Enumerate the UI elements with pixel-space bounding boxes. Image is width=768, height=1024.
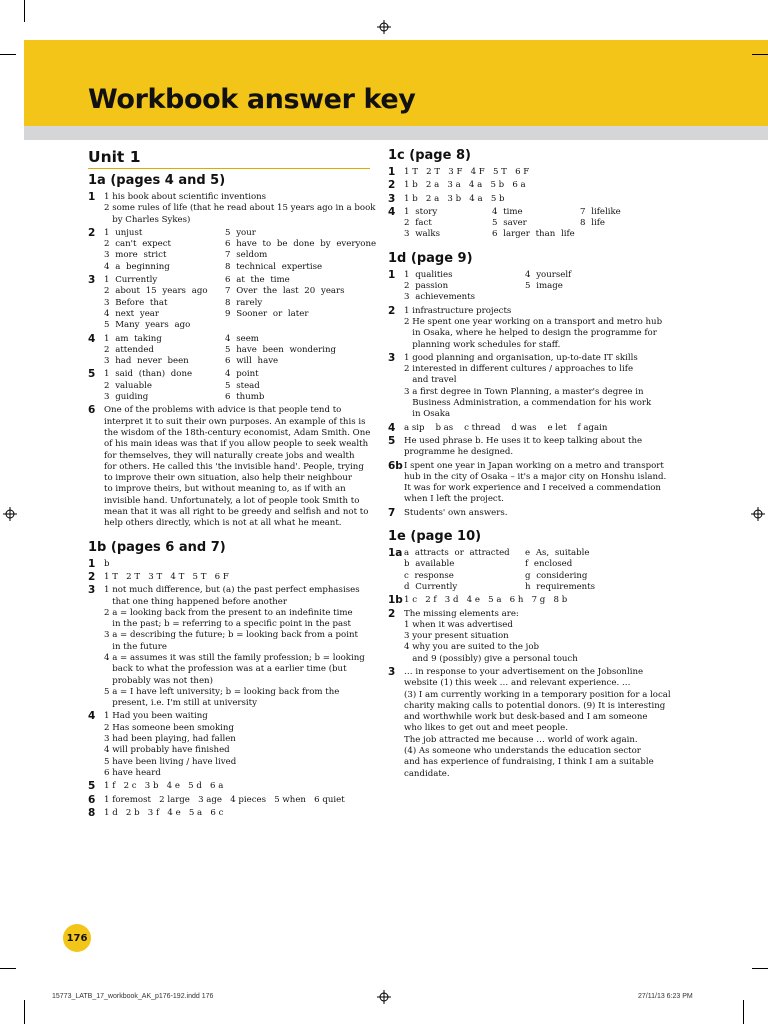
- answer-line: 6 have heard: [104, 767, 161, 778]
- exercise-answers: [104, 192, 375, 226]
- answer-line: to improve theirs, but without meaning to, as if with an: [104, 484, 346, 495]
- answer-line: website (1) this week … and relevant experience. …: [404, 678, 631, 689]
- answer-cell: 6 thumb: [225, 392, 265, 403]
- exercise: [388, 270, 668, 304]
- answer-cell: 5 Many years ago: [104, 320, 191, 331]
- answer-cell: 2 attended: [104, 344, 154, 355]
- exercise: [88, 572, 370, 583]
- answer-cell: [580, 229, 668, 240]
- answer-section: [388, 251, 668, 519]
- exercise-answers: [104, 585, 370, 709]
- exercise-answers: [404, 436, 668, 459]
- exercise-number: 4: [388, 205, 396, 218]
- answer-line: 1 foremost 2 large 3 age 4 pieces 5 when 6 quiet: [104, 794, 345, 805]
- answer-line: programme he designed.: [404, 447, 514, 458]
- answer-line: 3 your present situation: [404, 631, 509, 642]
- answer-line: 2 He spent one year working on a transport and metro hub: [404, 316, 663, 327]
- answer-line: by Charles Sykes): [104, 214, 191, 225]
- answer-cell: 1 qualities: [404, 269, 453, 280]
- answer-grid: [104, 334, 370, 368]
- answer-cell: 6 will have: [225, 356, 279, 367]
- exercise-answers: [104, 228, 376, 273]
- answer-line: 1 his book about scientific inventions: [104, 192, 267, 202]
- answer-line: It was for work experience and I received a commendation: [404, 483, 661, 494]
- answer-cell: 5 stead: [225, 380, 260, 391]
- exercise-number: 1: [388, 268, 396, 281]
- answer-line: 1 Had you been waiting: [104, 711, 208, 722]
- section-heading: 1b (pages 6 and 7): [88, 539, 226, 555]
- answer-line: candidate.: [404, 768, 450, 779]
- crop-mark: [752, 968, 768, 969]
- answer-cell: 3 more strict: [104, 250, 167, 261]
- answer-cell: 8 rarely: [225, 297, 263, 308]
- exercise: [88, 711, 370, 779]
- answer-line: 2 some rules of life (that he read about 15 years ago in a book: [104, 203, 376, 214]
- answer-grid: [404, 270, 668, 304]
- exercise-answers: [404, 609, 668, 665]
- exercise-answers: [404, 180, 668, 191]
- answer-cell: 7 seldom: [225, 250, 268, 261]
- exercise-answers: [104, 572, 370, 583]
- right-column: [388, 148, 671, 782]
- answer-line: He used phrase b. He uses it to keep talking about the: [404, 435, 643, 446]
- answer-line: 4 why you are suited to the job: [404, 642, 539, 653]
- answer-cell: 5 have been wondering: [225, 344, 337, 355]
- exercise: [388, 194, 668, 205]
- exercise-answers: [104, 334, 370, 368]
- answer-line: in the future: [104, 641, 167, 652]
- answer-line: for themselves, they will naturally create jobs and wealth: [104, 450, 355, 461]
- answer-cell: 6 larger than life: [492, 229, 575, 240]
- exercise: [88, 191, 376, 226]
- answer-line: present, i.e. I'm still at university: [104, 698, 257, 709]
- exercise-number: 8: [88, 806, 96, 819]
- exercise: [88, 808, 370, 819]
- answer-cell: 4 seem: [225, 333, 259, 344]
- exercise-number: 5: [388, 434, 396, 447]
- answer-line: 3 had been playing, had fallen: [104, 734, 236, 745]
- exercise: [388, 609, 668, 665]
- exercise: [388, 423, 668, 434]
- answer-line: 1 T 2 T 3 T 4 T 5 T 6 F: [104, 571, 229, 582]
- exercise-number: 2: [388, 607, 396, 620]
- answer-section: [388, 148, 668, 241]
- exercise-answers: [104, 808, 370, 819]
- answer-line: of his main ideas was that if you allow people to seek wealth: [104, 439, 369, 450]
- footer-file: 15773_LATB_17_workbook_AK_p176-192.indd 176: [52, 993, 214, 1000]
- crop-mark: [0, 968, 16, 969]
- answer-cell: 8 technical expertise: [225, 261, 323, 272]
- answer-line: 2 interested in different cultures / approaches to life: [404, 364, 634, 375]
- exercise-answers: [104, 405, 370, 529]
- section-heading: 1e (page 10): [388, 529, 482, 545]
- answer-line: 1 good planning and organisation, up-to-date IT skills: [404, 352, 638, 363]
- answer-cell: a attracts or attracted: [404, 548, 510, 559]
- answer-line: (3) I am currently working in a temporary position for a local: [404, 689, 671, 700]
- answer-line: for others. He called this 'the invisible hand'. People, trying: [104, 461, 364, 472]
- section-heading: 1d (page 9): [388, 250, 473, 266]
- answer-cell: 6 at the time: [225, 275, 290, 286]
- answer-line: 1 infrastructure projects: [404, 305, 512, 316]
- answer-line: I spent one year in Japan working on a metro and transport: [404, 460, 664, 471]
- exercise: [88, 559, 370, 570]
- registration-mark-icon: [377, 990, 391, 1004]
- answer-line: and travel: [404, 375, 457, 386]
- answer-cell: 7 Over the last 20 years: [225, 286, 345, 297]
- answer-cell: h requirements: [525, 581, 596, 592]
- exercise-answers: [404, 667, 671, 780]
- answer-line: 1 b 2 a 3 a 4 a 5 b 6 a: [404, 180, 526, 191]
- answer-line: Students' own answers.: [404, 507, 508, 518]
- exercise-answers: [404, 508, 668, 519]
- page-number-badge: 176: [63, 924, 91, 952]
- exercise: [88, 585, 370, 709]
- exercise-number: 1a: [388, 547, 403, 560]
- answer-line: and has experience of fundraising, I think I am a suitable: [404, 757, 654, 768]
- answer-line: 1 not much difference, but (a) the past perfect emphasises: [104, 585, 360, 596]
- exercise-answers: [404, 194, 668, 205]
- answer-cell: 2 about 15 years ago: [104, 286, 208, 297]
- answer-line: 5 have been living / have lived: [104, 756, 237, 767]
- exercise-answers: [104, 275, 370, 331]
- exercise-answers: [404, 353, 668, 421]
- answer-cell: 3 guiding: [104, 392, 149, 403]
- answer-line: 2 Has someone been smoking: [104, 722, 234, 733]
- registration-mark-icon: [377, 20, 391, 34]
- answer-line: 1 b 2 a 3 b 4 a 5 b: [404, 193, 505, 204]
- answer-cell: 4 time: [492, 206, 523, 217]
- exercise-answers: [404, 270, 668, 304]
- answer-line: b: [104, 558, 110, 569]
- answer-line: 1 T 2 T 3 F 4 F 5 T 6 F: [404, 167, 530, 177]
- answer-section: [88, 540, 370, 820]
- exercise-answers: [104, 781, 370, 792]
- answer-line: charity making calls to potential donors. (9) It is interesting: [404, 700, 666, 711]
- exercise: [88, 795, 370, 806]
- exercise: [88, 405, 370, 529]
- answer-line: 1 when it was advertised: [404, 619, 513, 630]
- exercise-number: 3: [88, 584, 96, 597]
- answer-cell: f enclosed: [525, 559, 573, 570]
- answer-cell: 5 your: [225, 227, 256, 238]
- answer-line: planning work schedules for staff.: [404, 339, 561, 350]
- answer-cell: 1 am taking: [104, 333, 162, 344]
- exercise-number: 4: [88, 332, 96, 345]
- answer-cell: 1 Currently: [104, 275, 158, 286]
- exercise: [388, 306, 668, 351]
- answer-line: interpret it to suit their own purposes. An example of this is: [104, 416, 366, 427]
- answer-cell: 1 said (than) done: [104, 369, 193, 380]
- header-rule: [24, 126, 768, 140]
- exercise-number: 2: [388, 304, 396, 317]
- exercise-number: 1: [388, 166, 396, 178]
- answer-line: and 9 (possibly) give a personal touch: [404, 653, 578, 664]
- answer-cell: 1 unjust: [104, 227, 143, 238]
- answer-section: [388, 529, 671, 780]
- footer-date: 27/11/13 6:23 PM: [638, 993, 693, 1000]
- answer-line: when I left the project.: [404, 494, 504, 505]
- exercise: [388, 167, 668, 178]
- answer-cell: c response: [404, 570, 454, 581]
- exercise: [388, 548, 668, 593]
- answer-cell: 3 had never been: [104, 356, 189, 367]
- answer-line: 5 a = I have left university; b = looking back from the: [104, 686, 340, 697]
- answer-cell: e As, suitable: [525, 548, 590, 559]
- section-heading: 1c (page 8): [388, 148, 471, 163]
- answer-line: and worthwhile work but desk-based and I am someone: [404, 712, 648, 723]
- exercise-number: 6: [88, 404, 96, 417]
- exercise-answers: [404, 423, 668, 434]
- exercise: [388, 353, 668, 421]
- exercise: [88, 781, 370, 792]
- answer-line: 1 c 2 f 3 d 4 e 5 a 6 h 7 g 8 b: [404, 595, 568, 606]
- exercise-number: 5: [88, 368, 96, 381]
- answer-line: in Osaka: [404, 409, 451, 420]
- exercise-answers: [404, 461, 668, 506]
- exercise-number: 1: [88, 557, 96, 570]
- exercise: [388, 461, 668, 506]
- answer-line: 2 a = looking back from the present to an indefinite time: [104, 607, 353, 618]
- exercise-number: 3: [88, 274, 96, 287]
- answer-cell: 4 a beginning: [104, 261, 170, 272]
- answer-line: The job attracted me because … world of work again.: [404, 734, 638, 745]
- exercise-number: 2: [388, 179, 396, 192]
- exercise: [88, 369, 370, 403]
- exercise: [88, 226, 377, 273]
- exercise-number: 4: [88, 710, 96, 723]
- answer-line: the wisdom of the 18th-century economist, Adam Smith. One: [104, 427, 371, 438]
- answer-section: [88, 173, 377, 530]
- answer-cell: 5 saver: [492, 218, 527, 229]
- answer-cell: 2 passion: [404, 281, 449, 292]
- exercise-number: 3: [388, 351, 396, 364]
- exercise-answers: [104, 369, 370, 403]
- exercise-number: 7: [388, 506, 396, 519]
- registration-mark-icon: [3, 507, 17, 521]
- answer-cell: 7 lifelike: [580, 206, 621, 217]
- answer-line: hub in the city of Osaka – it's a major city on Honshu island.: [404, 471, 667, 482]
- answer-cell: [225, 320, 370, 331]
- answer-cell: [525, 292, 668, 303]
- answer-cell: b available: [404, 559, 455, 570]
- answer-cell: 4 point: [225, 369, 259, 380]
- answer-line: Business Administration, a commendation for his work: [404, 398, 652, 409]
- exercise: [388, 665, 671, 780]
- exercise: [388, 180, 668, 191]
- answer-cell: 4 next year: [104, 308, 160, 319]
- exercise-answers: [404, 167, 668, 178]
- answer-cell: 4 yourself: [525, 269, 572, 280]
- answer-grid: [404, 548, 668, 593]
- answer-cell: 2 fact: [404, 218, 432, 229]
- exercise: [88, 334, 370, 368]
- crop-mark: [24, 0, 25, 22]
- answer-cell: 8 life: [580, 218, 605, 229]
- exercise-number: 2: [88, 226, 96, 239]
- exercise: [388, 436, 668, 459]
- answer-line: that one thing happened before another: [104, 596, 288, 607]
- exercise-number: 3: [388, 665, 396, 678]
- crop-mark: [752, 54, 768, 55]
- answer-line: who likes to get out and meet people.: [404, 723, 568, 734]
- unit-heading: Unit 1: [88, 148, 370, 169]
- exercise-answers: [404, 548, 668, 593]
- answer-grid: [104, 369, 370, 403]
- answer-line: in the past; b = referring to a specific point in the past: [104, 619, 351, 630]
- answer-line: to improve their own situation, also help their neighbour: [104, 473, 352, 484]
- exercise: [388, 207, 668, 241]
- exercise-answers: [104, 711, 370, 779]
- answer-line: 3 a first degree in Town Planning, a master's degree in: [404, 386, 644, 397]
- answer-cell: 9 Sooner or later: [225, 308, 309, 319]
- answer-line: back to what the profession was at a earlier time (but: [104, 664, 347, 675]
- answer-cell: 1 story: [404, 206, 438, 217]
- answer-cell: 5 image: [525, 281, 563, 292]
- answer-line: 1 d 2 b 3 f 4 e 5 a 6 c: [104, 807, 224, 818]
- answer-line: … in response to your advertisement on the Jobsonline: [404, 666, 644, 677]
- crop-mark: [0, 54, 16, 55]
- left-column: [88, 148, 377, 821]
- answer-grid: [404, 207, 668, 241]
- exercise-number: 6b: [388, 459, 403, 472]
- exercise-answers: [404, 595, 668, 606]
- exercise-answers: [104, 795, 370, 806]
- section-heading: 1a (pages 4 and 5): [88, 173, 226, 188]
- answer-line: probably was not then): [104, 675, 213, 686]
- answer-line: 4 a = assumes it was still the family profession; b = looking: [104, 652, 365, 663]
- answer-line: 1 f 2 c 3 b 4 e 5 d 6 a: [104, 781, 224, 792]
- answer-grid: [104, 275, 370, 331]
- exercise-answers: [404, 306, 668, 351]
- exercise-number: 2: [88, 570, 96, 583]
- answer-line: (4) As someone who understands the education sector: [404, 746, 641, 757]
- exercise: [388, 595, 668, 606]
- answer-cell: g considering: [525, 570, 588, 581]
- crop-mark: [24, 1000, 25, 1024]
- answer-cell: 2 can't expect: [104, 239, 172, 250]
- answer-line: in Osaka, where he helped to design the programme for: [404, 328, 657, 339]
- answer-cell: 6 have to be done by everyone: [225, 239, 377, 250]
- answer-cell: 3 achievements: [404, 292, 476, 303]
- answer-line: mean that it was all right to be greedy and selfish and not to: [104, 507, 369, 518]
- answer-line: a sip b as c thread d was e let f again: [404, 422, 608, 433]
- registration-mark-icon: [751, 507, 765, 521]
- answer-cell: d Currently: [404, 581, 458, 592]
- exercise-answers: [104, 559, 370, 570]
- exercise-number: 1: [88, 191, 96, 203]
- answer-cell: 3 Before that: [104, 297, 168, 308]
- crop-mark: [743, 1000, 744, 1024]
- exercise-number: 4: [388, 421, 396, 434]
- exercise-number: 1b: [388, 594, 403, 607]
- exercise-number: 5: [88, 780, 96, 793]
- exercise-number: 3: [388, 192, 396, 205]
- page-title: Workbook answer key: [88, 84, 416, 115]
- exercise-number: 6: [88, 793, 96, 806]
- answer-line: The missing elements are:: [404, 608, 519, 619]
- answer-cell: 2 valuable: [104, 380, 152, 391]
- exercise: [88, 275, 370, 331]
- answer-line: invisible hand. Unfortunately, a lot of people took Smith to: [104, 495, 360, 506]
- answer-line: help others directly, which is not at all what he meant.: [104, 518, 342, 529]
- answer-cell: 3 walks: [404, 229, 441, 240]
- answer-grid: [104, 228, 376, 273]
- answer-line: One of the problems with advice is that people tend to: [104, 405, 342, 416]
- answer-line: 4 will probably have finished: [104, 745, 230, 756]
- exercise-answers: [404, 207, 668, 241]
- exercise: [388, 508, 668, 519]
- answer-line: 3 a = describing the future; b = looking back from a point: [104, 630, 358, 641]
